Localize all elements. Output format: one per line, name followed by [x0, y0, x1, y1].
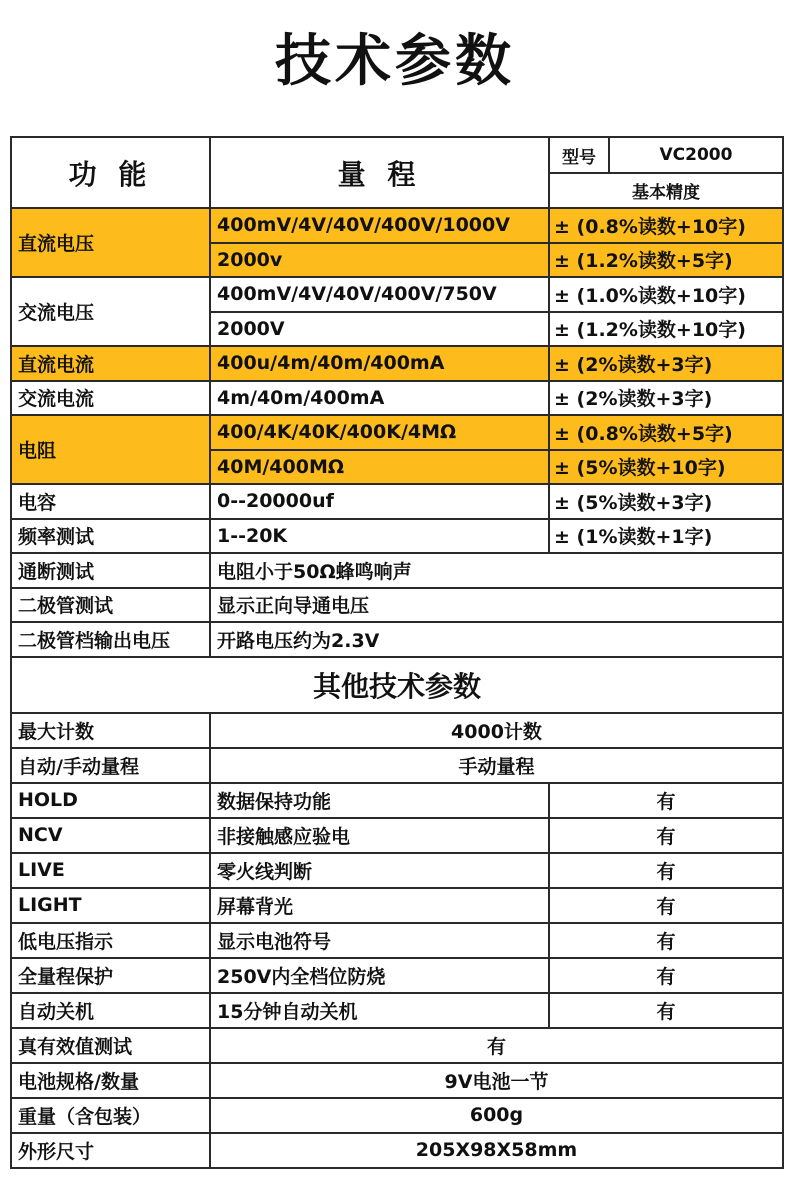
param-value: 手动量程 [210, 748, 783, 783]
measure-range: 2000V [210, 312, 549, 347]
measure-row [11, 277, 783, 312]
feature-row [11, 783, 783, 818]
measure-name: 电阻 [11, 415, 210, 484]
test-value: 电阻小于50Ω蜂鸣响声 [210, 553, 783, 588]
param-row [11, 1098, 783, 1133]
param-row [11, 1133, 783, 1168]
feature-name: 低电压指示 [11, 923, 210, 958]
param-name: 电池规格/数量 [11, 1063, 210, 1098]
measure-range: 2000v [210, 243, 549, 278]
feature-value: 有 [549, 993, 783, 1028]
measure-name: 交流电流 [11, 381, 210, 416]
feature-value: 有 [549, 958, 783, 993]
header-model-value: VC2000 [609, 137, 783, 173]
param-name: 最大计数 [11, 713, 210, 748]
measure-accuracy: ± (0.8%读数+5字) [549, 415, 783, 450]
measure-accuracy: ± (5%读数+10字) [549, 450, 783, 485]
test-row [11, 588, 783, 623]
test-row [11, 622, 783, 657]
measure-range: 400u/4m/40m/400mA [210, 346, 549, 381]
test-value: 显示正向导通电压 [210, 588, 783, 623]
measure-accuracy: ± (0.8%读数+10字) [549, 208, 783, 243]
feature-desc: 250V内全档位防烧 [210, 958, 549, 993]
header-accuracy: 基本精度 [549, 173, 783, 208]
measure-range: 400/4K/40K/400K/4MΩ [210, 415, 549, 450]
feature-desc: 屏幕背光 [210, 888, 549, 923]
feature-row [11, 888, 783, 923]
measure-row [11, 381, 783, 416]
measure-name: 直流电流 [11, 346, 210, 381]
feature-value: 有 [549, 783, 783, 818]
param-name: 真有效值测试 [11, 1028, 210, 1063]
param-value: 205X98X58mm [210, 1133, 783, 1168]
param-row [11, 748, 783, 783]
feature-value: 有 [549, 818, 783, 853]
feature-desc: 零火线判断 [210, 853, 549, 888]
measure-name: 直流电压 [11, 208, 210, 277]
feature-name: 全量程保护 [11, 958, 210, 993]
feature-row [11, 818, 783, 853]
feature-row [11, 993, 783, 1028]
feature-row [11, 958, 783, 993]
feature-name: LIVE [11, 853, 210, 888]
measure-range: 4m/40m/400mA [210, 381, 549, 416]
param-value: 有 [210, 1028, 783, 1063]
feature-row [11, 853, 783, 888]
measure-row [11, 346, 783, 381]
test-name: 二极管测试 [11, 588, 210, 623]
param-row [11, 1028, 783, 1063]
spec-sheet [10, 136, 782, 1169]
other-title-row [11, 657, 783, 713]
test-row [11, 553, 783, 588]
measure-name: 电容 [11, 484, 210, 519]
measure-name: 频率测试 [11, 519, 210, 554]
header-range: 量 程 [210, 137, 549, 208]
feature-value: 有 [549, 888, 783, 923]
measure-accuracy: ± (2%读数+3字) [549, 381, 783, 416]
feature-name: NCV [11, 818, 210, 853]
param-row [11, 1063, 783, 1098]
measure-row [11, 519, 783, 554]
measure-accuracy: ± (1.2%读数+10字) [549, 312, 783, 347]
measure-accuracy: ± (2%读数+3字) [549, 346, 783, 381]
header-function: 功 能 [11, 137, 210, 208]
param-name: 自动/手动量程 [11, 748, 210, 783]
feature-desc: 15分钟自动关机 [210, 993, 549, 1028]
feature-desc: 显示电池符号 [210, 923, 549, 958]
measure-range: 400mV/4V/40V/400V/750V [210, 277, 549, 312]
feature-value: 有 [549, 923, 783, 958]
measure-accuracy: ± (5%读数+3字) [549, 484, 783, 519]
param-value: 9V电池一节 [210, 1063, 783, 1098]
feature-row [11, 923, 783, 958]
header-model-label: 型号 [549, 137, 609, 173]
feature-name: HOLD [11, 783, 210, 818]
feature-name: LIGHT [11, 888, 210, 923]
measure-row [11, 208, 783, 243]
measure-row [11, 415, 783, 450]
spec-table [10, 136, 784, 1169]
feature-desc: 非接触感应验电 [210, 818, 549, 853]
page-title: 技术参数 [275, 29, 515, 94]
test-name: 通断测试 [11, 553, 210, 588]
feature-desc: 数据保持功能 [210, 783, 549, 818]
feature-value: 有 [549, 853, 783, 888]
param-row [11, 713, 783, 748]
test-name: 二极管档输出电压 [11, 622, 210, 657]
measure-range: 0--20000uf [210, 484, 549, 519]
feature-name: 自动关机 [11, 993, 210, 1028]
header-row-1 [11, 137, 783, 173]
measure-accuracy: ± (1.0%读数+10字) [549, 277, 783, 312]
test-value: 开路电压约为2.3V [210, 622, 783, 657]
measure-range: 400mV/4V/40V/400V/1000V [210, 208, 549, 243]
measure-name: 交流电压 [11, 277, 210, 346]
param-value: 600g [210, 1098, 783, 1133]
measure-row [11, 484, 783, 519]
measure-accuracy: ± (1.2%读数+5字) [549, 243, 783, 278]
measure-accuracy: ± (1%读数+1字) [549, 519, 783, 554]
measure-range: 40M/400MΩ [210, 450, 549, 485]
measure-range: 1--20K [210, 519, 549, 554]
param-name: 重量（含包装） [11, 1098, 210, 1133]
param-value: 4000计数 [210, 713, 783, 748]
param-name: 外形尺寸 [11, 1133, 210, 1168]
other-params-title: 其他技术参数 [11, 657, 783, 713]
